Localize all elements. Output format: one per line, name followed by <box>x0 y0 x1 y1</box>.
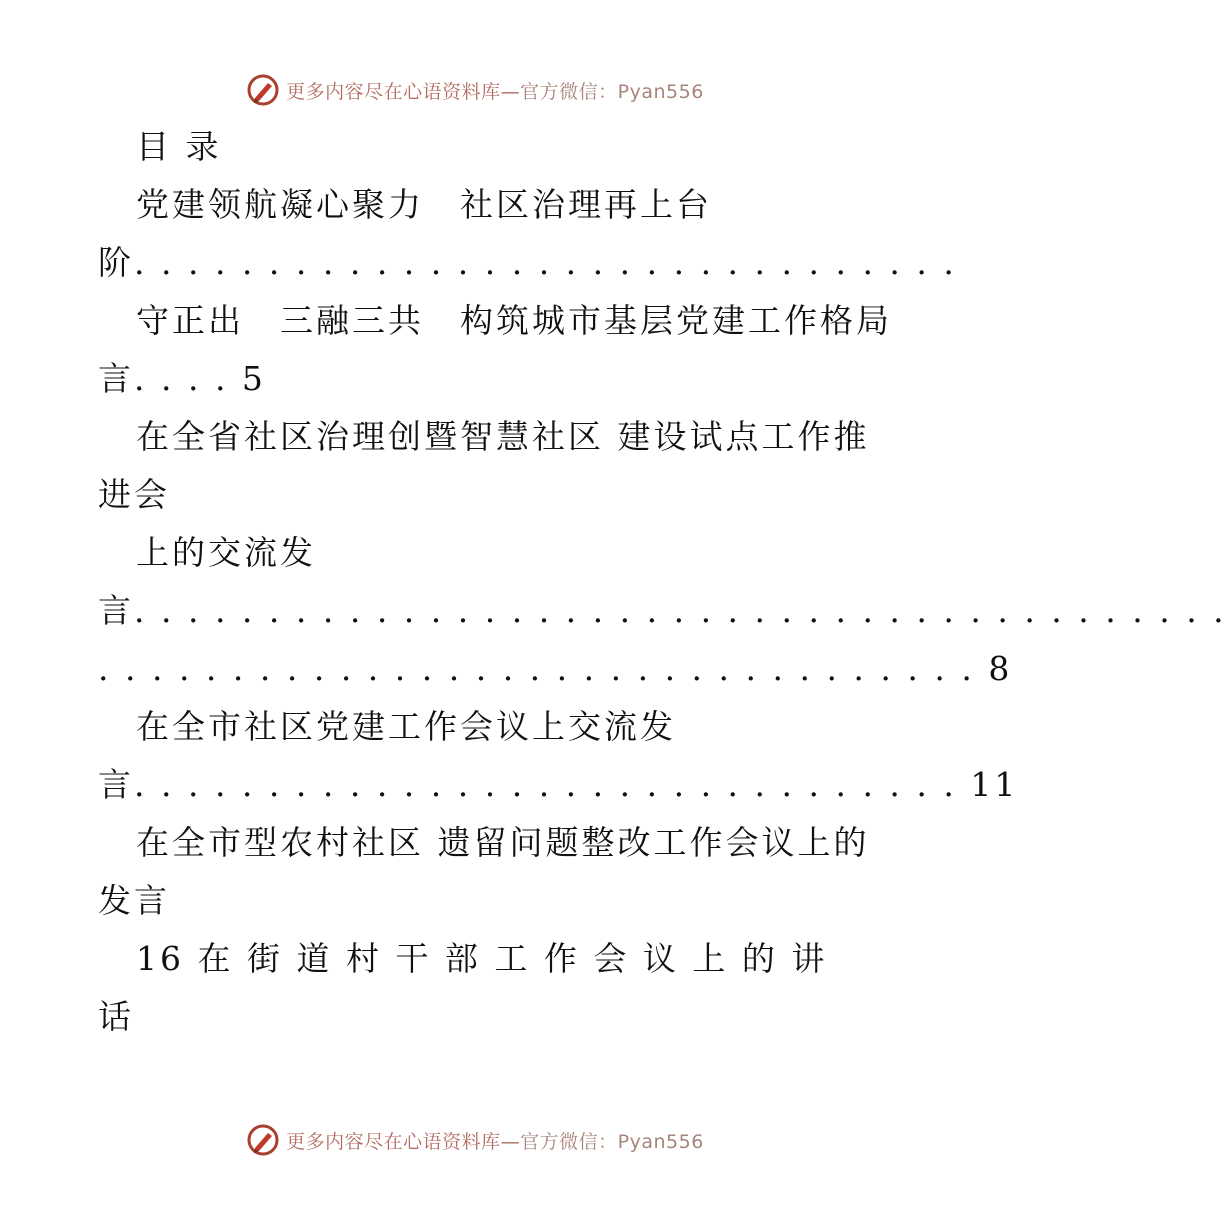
toc-entry-5: 在全市型农村社区 遗留问题整改工作会议上的 <box>136 823 870 862</box>
toc-entry-2-page: 言. . . . 5 <box>98 359 266 398</box>
footer-banner-title: 更多内容尽在心语资料库 <box>286 1130 501 1153</box>
toc-title: 目 录 <box>136 127 222 166</box>
pen-logo-icon <box>246 73 280 107</box>
toc-entry-6: 16 在 街 道 村 干 部 工 作 会 议 上 的 讲 <box>136 939 828 978</box>
toc-entry-1: 党建领航凝心聚力 社区治理再上台 <box>136 185 712 224</box>
toc-entry-3b: 上的交流发 <box>136 533 316 572</box>
toc-entry-5-cont: 发言 <box>98 881 170 920</box>
table-of-contents <box>98 118 1227 1046</box>
toc-entry-3b-dots: 言. . . . . . . . . . . . . . . . . . . . . . . . . . . . . . . . . . . . . . . . . <box>98 591 1227 630</box>
footer-banner-text <box>286 1127 704 1154</box>
header-banner-dash: — <box>500 80 521 103</box>
toc-entry-3-cont: 进会 <box>98 475 170 514</box>
toc-entry-1-dots: 阶. . . . . . . . . . . . . . . . . . . . . . . . . . . . . . . <box>98 243 957 282</box>
footer-wechat-id: 官方微信：Pyan556 <box>520 1130 704 1153</box>
header-banner <box>0 70 950 110</box>
toc-entry-4-page: 言. . . . . . . . . . . . . . . . . . . . . . . . . . . . . . . 11 <box>98 765 1019 804</box>
toc-entry-3b-page: . . . . . . . . . . . . . . . . . . . . . . . . . . . . . . . . . 8 <box>98 649 1013 688</box>
footer-banner-dash: — <box>500 1130 521 1153</box>
pen-logo-icon <box>246 1123 280 1157</box>
toc-entry-4: 在全市社区党建工作会议上交流发 <box>136 707 676 746</box>
header-wechat-id: 官方微信：Pyan556 <box>520 80 704 103</box>
header-banner-title: 更多内容尽在心语资料库 <box>286 80 501 103</box>
footer-banner <box>0 1120 950 1160</box>
toc-entry-6-cont: 话 <box>98 997 134 1036</box>
header-banner-text <box>286 77 704 104</box>
toc-entry-3: 在全省社区治理创暨智慧社区 建设试点工作推 <box>136 417 870 456</box>
toc-entry-2: 守正出 三融三共 构筑城市基层党建工作格局 <box>136 301 892 340</box>
